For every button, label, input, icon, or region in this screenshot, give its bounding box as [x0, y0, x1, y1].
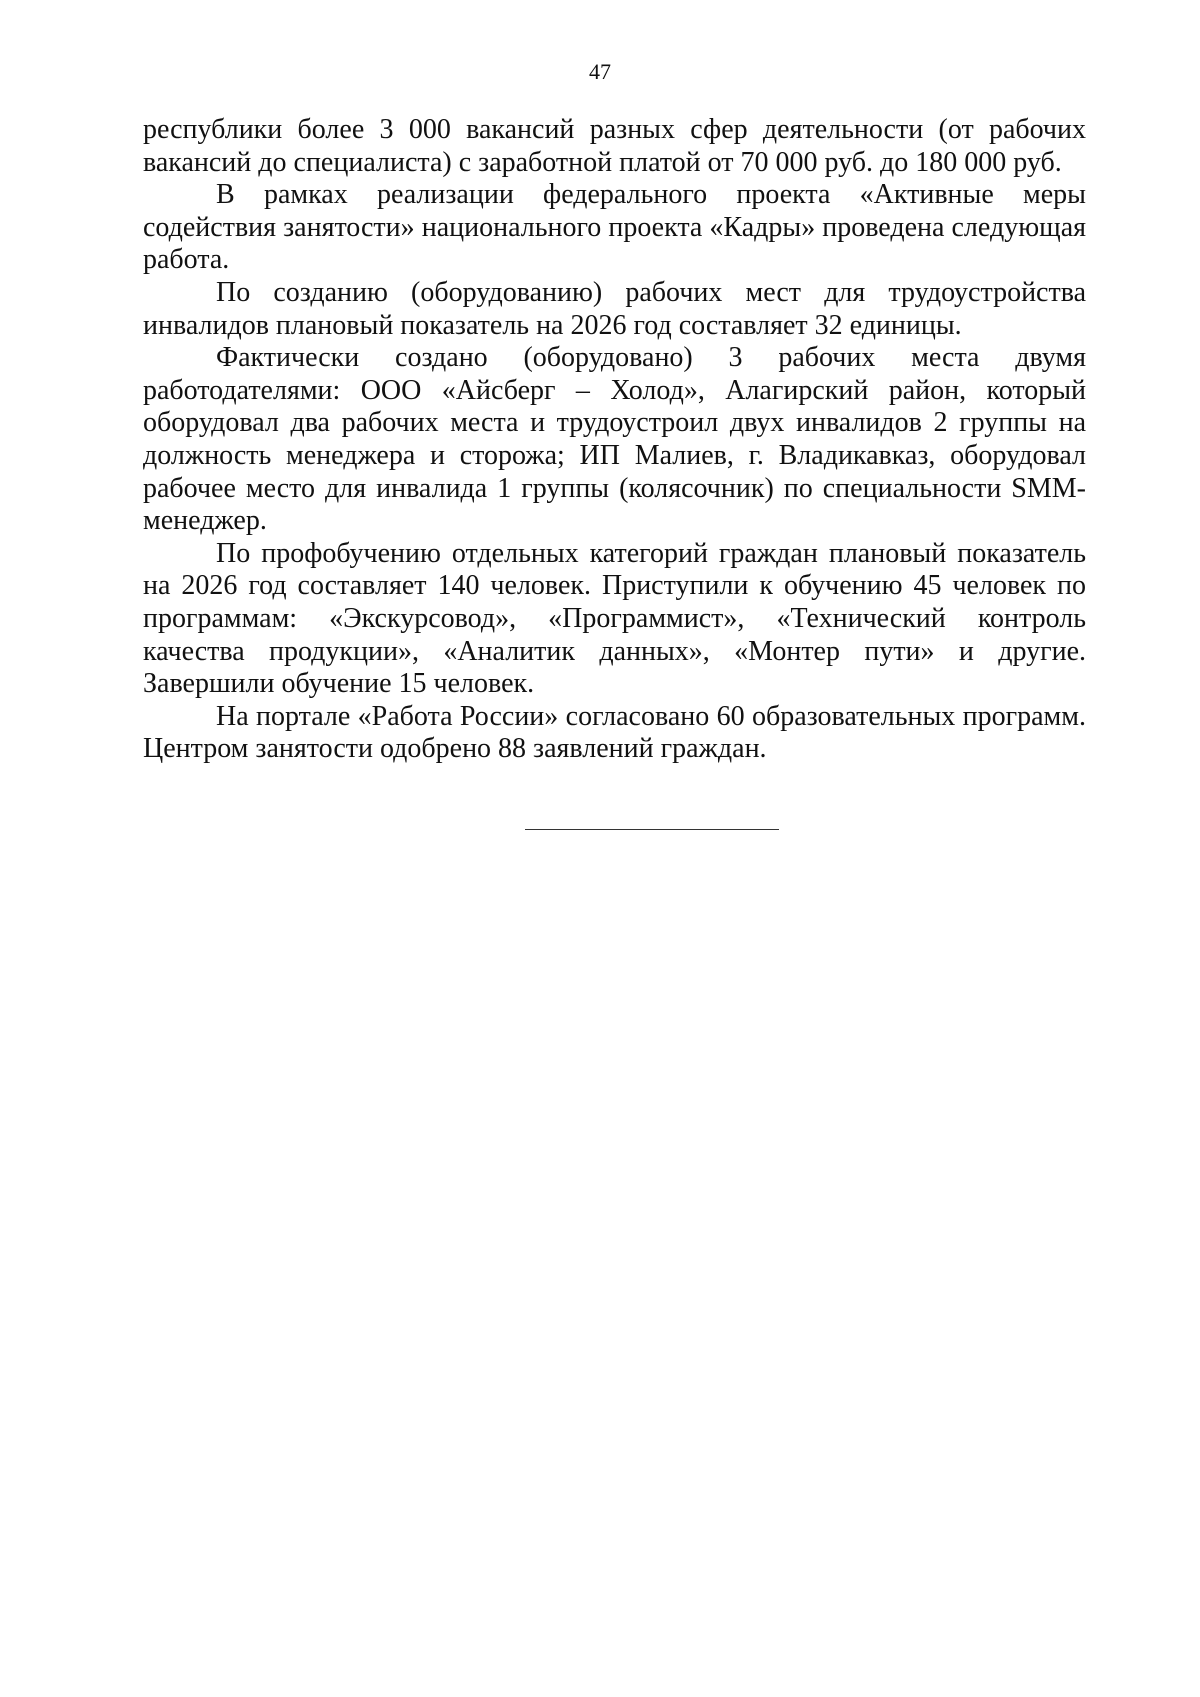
paragraph-workplaces-plan: По созданию (оборудованию) рабочих мест для трудоустройства инвалидов плановый показатель на 2026 год составляет 32 единицы. [143, 276, 1086, 341]
document-body [143, 114, 1086, 766]
end-separator-line [525, 829, 779, 830]
paragraph-vacancies-continuation: республики более 3 000 вакансий разных сфер деятельности (от рабочих вакансий до специалиста) с заработной платой от 70 000 руб. до 180 000 руб. [143, 114, 1086, 178]
paragraph-workplaces-actual: Фактически создано (оборудовано) 3 рабочих места двумя работодателями: ООО «Айсберг – Холод», Алагирский район, который оборудовал два рабочих места и трудоустроил двух инвалидов 2 группы на должность менеджера и сторожа; ИП Малиев, г. Владикавказ, оборудовал рабочее место для инвалида 1 группы (колясочник) по специальности SMM-менеджер. [143, 342, 1086, 537]
paragraph-vocational-training: По профобучению отдельных категорий граждан плановый показатель на 2026 год составляет 140 человек. Приступили к обучению 45 человек по программам: «Экскурсовод», «Программист», «Технический контроль качества продукции», «Аналитик данных», «Монтер пути» и другие. Завершили обучение 15 человек. [143, 537, 1086, 700]
page-number: 47 [589, 59, 611, 84]
paragraph-portal-programs: На портале «Работа России» согласовано 60 образовательных программ. Центром занятости одобрено 88 заявлений граждан. [143, 700, 1086, 765]
paragraph-federal-project: В рамках реализации федерального проекта «Активные меры содействия занятости» национального проекта «Кадры» проведена следующая работа. [143, 179, 1086, 276]
